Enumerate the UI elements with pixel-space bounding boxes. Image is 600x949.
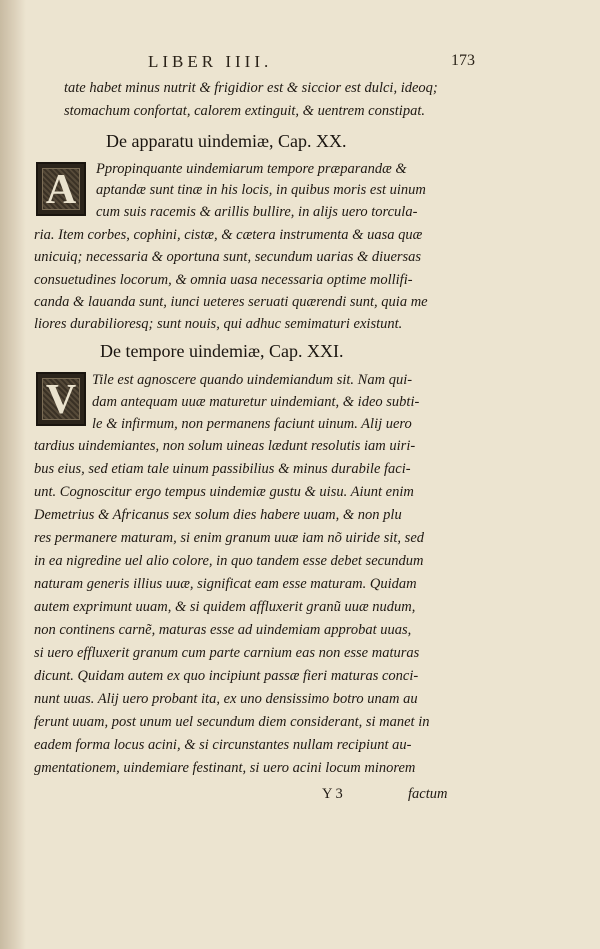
text-line: Tile est agnoscere quando uindemiandum sit. Nam qui- xyxy=(92,372,413,388)
page-number: 173 xyxy=(451,52,475,69)
text-line: dam antequam uuæ maturetur uindemiant, & ideo subti- xyxy=(92,394,420,410)
text-line: bus eius, sed etiam tale uinum passibilius & minus durabile faci- xyxy=(34,461,411,477)
text-line: dicunt. Quidam autem ex quo incipiunt passæ fieri maturas conci- xyxy=(34,668,419,684)
initial-letter: V xyxy=(45,377,77,423)
text-line: tardius uindemiantes, non solum uineas lædunt resolutis iam uiri- xyxy=(34,438,416,454)
text-line: unt. Cognoscitur ergo tempus uindemiæ gustu & uisu. Aiunt enim xyxy=(34,484,414,500)
text-line: stomachum confortat, calorem extinguit, & uentrem constipat. xyxy=(64,103,425,119)
text-line: liores durabilioresq; sunt nouis, qui adhuc semimaturi existunt. xyxy=(34,316,403,332)
text-line: si uero effluxerit granum cum parte carnium eas non esse maturas xyxy=(34,645,420,661)
decorated-initial xyxy=(36,372,86,426)
text-line: unicuiq; necessaria & oportuna sunt, secundum uarias & diuersas xyxy=(34,249,422,265)
decorated-initial xyxy=(36,162,86,216)
text-line: consuetudines locorum, & omnia uasa necessaria optime mollifi- xyxy=(34,272,413,288)
text-line: naturam generis illius uuæ, significat eam esse maturam. Quidam xyxy=(34,576,417,592)
catchword: factum xyxy=(408,786,448,802)
text-line: res permanere maturam, si enim granum uuæ iam nõ uiride sit, sed xyxy=(34,530,425,546)
text-line: nunt uuas. Alij uero probant ita, ex uno densissimo botro unam au xyxy=(34,691,418,707)
text-line: Demetrius & Africanus sex solum dies habere uuam, & non plu xyxy=(34,507,402,523)
chapter-heading: De tempore uindemiæ, Cap. XXI. xyxy=(100,341,344,361)
text-line: gmentationem, uindemiare festinant, si uero acini locum minorem xyxy=(34,760,416,776)
text-line: in ea nigredine uel alio colore, in quo tandem esse debet secundum xyxy=(34,553,424,569)
text-line: tate habet minus nutrit & frigidior est & siccior est dulci, ideoq; xyxy=(64,80,438,96)
initial-letter: A xyxy=(45,167,77,213)
running-head xyxy=(130,52,475,74)
text-line: canda & lauanda sunt, iunci ueteres seruati quærendi sunt, quia me xyxy=(34,294,428,310)
text-line: non continens carnẽ, maturas esse ad uindemiam approbat uuas, xyxy=(34,622,412,638)
text-line: cum suis racemis & arillis bullire, in alijs uero torcula- xyxy=(96,204,418,220)
text-line: autem exprimunt uuam, & si quidem affluxerit granũ uuæ nudum, xyxy=(34,599,416,615)
text-line: Ppropinquante uindemiarum tempore præparandæ & xyxy=(96,161,407,177)
page-gutter-shadow xyxy=(0,0,26,949)
text-line: le & infirmum, non permanens faciunt uinum. Alij uero xyxy=(92,416,412,432)
text-line: ferunt uuam, post unum uel secundum diem considerant, si manet in xyxy=(34,714,430,730)
chapter-heading: De apparatu uindemiæ, Cap. XX. xyxy=(106,131,347,151)
running-head-title: LIBER IIII. xyxy=(148,52,273,71)
signature-mark: Y 3 xyxy=(322,786,343,802)
text-line: eadem forma locus acini, & si circunstantes nullam recipiunt au- xyxy=(34,737,412,753)
text-line: ria. Item corbes, cophini, cistæ, & cætera instrumenta & uasa quæ xyxy=(34,227,423,243)
text-line: aptandæ sunt tinæ in his locis, in quibus moris est uinum xyxy=(96,182,426,198)
